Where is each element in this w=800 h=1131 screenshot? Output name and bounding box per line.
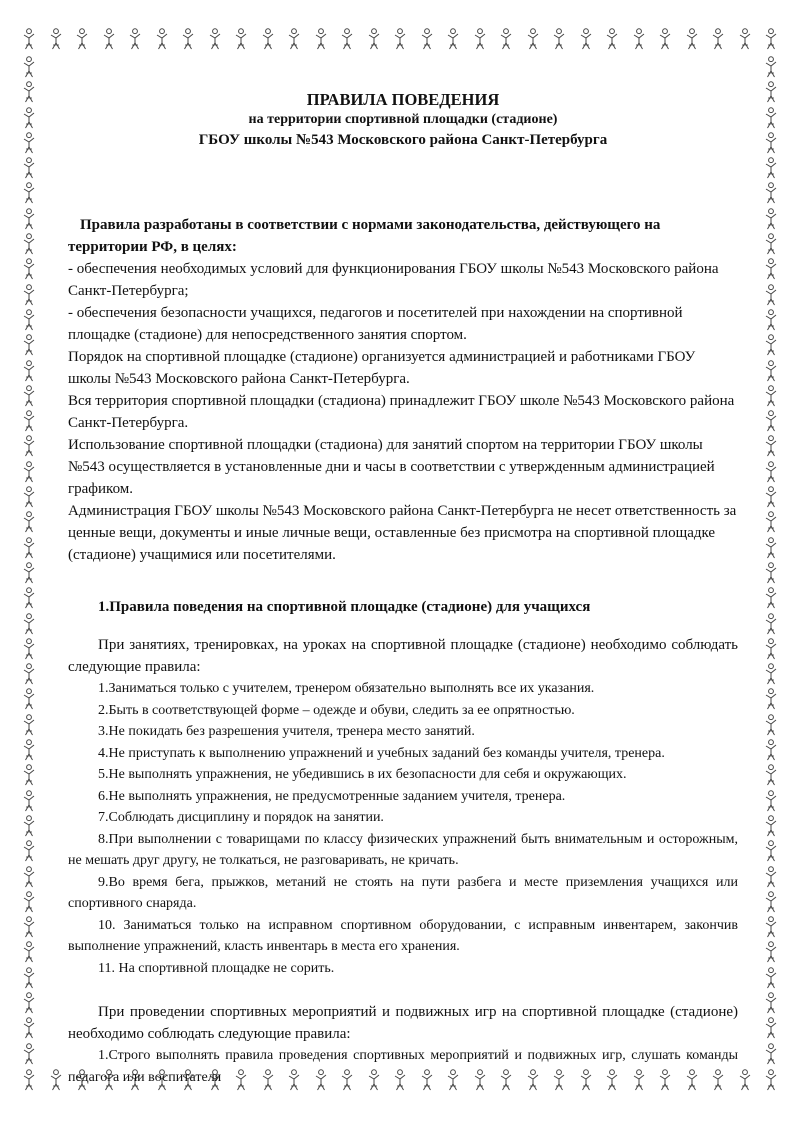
figure-border-icon xyxy=(128,28,142,50)
rule-item: 1.Заниматься только с учителем, тренером обязательно выполнять все их указания. xyxy=(98,681,595,696)
figure-border-icon xyxy=(393,28,407,50)
figure-border-icon xyxy=(261,28,275,50)
rule-item: 1.Строго выполнять правила проведения спортивных мероприятий и подвижных игр, слушать команды педагога или воспитателя xyxy=(68,1048,738,1085)
figure-border-icon xyxy=(764,56,778,78)
figure-border-icon xyxy=(22,714,36,736)
figure-border-icon xyxy=(22,56,36,78)
rule-item: 2.Быть в соответствующей форме – одежде и обуви, следить за ее опрятностью. xyxy=(98,702,575,718)
figure-border-icon xyxy=(22,360,36,382)
figure-border-icon xyxy=(764,840,778,862)
figure-border-icon xyxy=(764,663,778,685)
figure-border-icon xyxy=(22,1069,36,1091)
figure-border-icon xyxy=(340,28,354,50)
figure-border-icon xyxy=(658,28,672,50)
rule-item: 11. На спортивной площадке не сорить. xyxy=(98,960,335,976)
figure-border-icon xyxy=(22,208,36,230)
figure-border-icon xyxy=(22,562,36,584)
figure-border-icon xyxy=(208,28,222,50)
figure-border-icon xyxy=(764,1017,778,1039)
figure-border-icon xyxy=(22,511,36,533)
figure-border-icon xyxy=(605,28,619,50)
intro-lead: Правила разработаны в соответствии с нормами законодательства, действующего на территории РФ, в целях: xyxy=(68,217,661,255)
figure-border-icon xyxy=(764,157,778,179)
figure-border-icon xyxy=(22,891,36,913)
figure-border-icon xyxy=(102,28,116,50)
figure-border-icon xyxy=(367,28,381,50)
document-page xyxy=(68,60,738,1085)
figure-border-icon xyxy=(632,28,646,50)
figure-border-icon xyxy=(764,537,778,559)
intro-paragraph: Использование спортивной площадки (стадиона) для занятий спортом на территории ГБОУ школы №543 осуществляется в установленные дни и часы в соответствии с утвержденным администрацией графиком. xyxy=(68,437,715,497)
page-border-right xyxy=(764,56,778,1065)
figure-border-icon xyxy=(764,815,778,837)
intro-paragraph: - обеспечения безопасности учащихся, педагогов и посетителей при нахождении на спортивной площадке (стадионе) для непосредственного занятия спортом. xyxy=(68,305,683,343)
figure-border-icon xyxy=(22,28,36,50)
figure-border-icon xyxy=(764,714,778,736)
figure-border-icon xyxy=(764,891,778,913)
figure-border-icon xyxy=(764,258,778,280)
figure-border-icon xyxy=(22,840,36,862)
figure-border-icon xyxy=(764,233,778,255)
figure-border-icon xyxy=(764,638,778,660)
figure-border-icon xyxy=(764,486,778,508)
figure-border-icon xyxy=(181,28,195,50)
figure-border-icon xyxy=(22,435,36,457)
figure-border-icon xyxy=(22,866,36,888)
figure-border-icon xyxy=(446,28,460,50)
figure-border-icon xyxy=(75,28,89,50)
figure-border-icon xyxy=(22,182,36,204)
figure-border-icon xyxy=(22,258,36,280)
rule-item: 4.Не приступать к выполнению упражнений и учебных заданий без команды учителя, тренера. xyxy=(98,745,665,761)
figure-border-icon xyxy=(22,107,36,129)
figure-border-icon xyxy=(738,28,752,50)
figure-border-icon xyxy=(764,182,778,204)
figure-border-icon xyxy=(155,28,169,50)
rule-item: 7.Соблюдать дисциплину и порядок на занятии. xyxy=(98,810,384,825)
figure-border-icon xyxy=(764,284,778,306)
document-subtitle: на территории спортивной площадки (стадионе) xyxy=(248,112,558,127)
figure-border-icon xyxy=(22,132,36,154)
figure-border-icon xyxy=(287,28,301,50)
figure-border-icon xyxy=(22,410,36,432)
figure-border-icon xyxy=(22,815,36,837)
figure-border-icon xyxy=(764,208,778,230)
figure-border-icon xyxy=(764,309,778,331)
intro-paragraph: Вся территория спортивной площадки (стадиона) принадлежит ГБОУ школе №543 Московского района Санкт-Петербурга. xyxy=(68,393,735,431)
figure-border-icon xyxy=(22,537,36,559)
figure-border-icon xyxy=(420,28,434,50)
figure-border-icon xyxy=(234,28,248,50)
rule-item: 5.Не выполнять упражнения, не убедившись в их безопасности для себя и окружающих. xyxy=(98,767,627,782)
figure-border-icon xyxy=(764,81,778,103)
figure-border-icon xyxy=(22,739,36,761)
figure-border-icon xyxy=(22,764,36,786)
figure-border-icon xyxy=(764,688,778,710)
figure-border-icon xyxy=(764,967,778,989)
figure-border-icon xyxy=(314,28,328,50)
figure-border-icon xyxy=(764,562,778,584)
figure-border-icon xyxy=(22,385,36,407)
figure-border-icon xyxy=(22,334,36,356)
figure-border-icon xyxy=(526,28,540,50)
section-1-title: 1.Правила поведения на спортивной площадке (стадионе) для учащихся xyxy=(98,599,591,615)
figure-border-icon xyxy=(764,410,778,432)
figure-border-icon xyxy=(552,28,566,50)
figure-border-icon xyxy=(764,941,778,963)
figure-border-icon xyxy=(764,132,778,154)
figure-border-icon xyxy=(49,28,63,50)
figure-border-icon xyxy=(711,28,725,50)
figure-border-icon xyxy=(22,916,36,938)
document-title: ПРАВИЛА ПОВЕДЕНИЯ xyxy=(306,90,500,109)
figure-border-icon xyxy=(764,360,778,382)
document-header xyxy=(68,90,738,150)
figure-border-icon xyxy=(22,309,36,331)
rule-item: 8.При выполнении с товарищами по классу физических упражнений быть внимательным и осторожным, не мешать друг другу, не толкаться, не разговаривать, не кричать. xyxy=(68,831,738,868)
figure-border-icon xyxy=(22,941,36,963)
figure-border-icon xyxy=(764,790,778,812)
figure-border-icon xyxy=(22,992,36,1014)
figure-border-icon xyxy=(764,613,778,635)
figure-border-icon xyxy=(22,587,36,609)
figure-border-icon xyxy=(764,587,778,609)
figure-border-icon xyxy=(764,435,778,457)
figure-border-icon xyxy=(22,967,36,989)
figure-border-icon xyxy=(22,1043,36,1065)
intro-paragraph: Администрация ГБОУ школы №543 Московского района Санкт-Петербурга не несет ответственность за ценные вещи, документы и иные личные вещи, оставленные без присмотра на спортивной площадке (стадионе) учащимися или посетителями. xyxy=(68,503,737,563)
figure-border-icon xyxy=(22,638,36,660)
intro-paragraph: Порядок на спортивной площадке (стадионе) организуется администрацией и работниками ГБОУ школы №543 Московского района Санкт-Петербурга. xyxy=(68,349,696,387)
figure-border-icon xyxy=(22,688,36,710)
figure-border-icon xyxy=(22,233,36,255)
figure-border-icon xyxy=(764,461,778,483)
figure-border-icon xyxy=(738,1069,752,1091)
figure-border-icon xyxy=(764,107,778,129)
figure-border-icon xyxy=(764,334,778,356)
rule-item: 6.Не выполнять упражнения, не предусмотренные заданием учителя, тренера. xyxy=(98,788,566,804)
figure-border-icon xyxy=(764,1069,778,1091)
figure-border-icon xyxy=(764,992,778,1014)
page-border-top xyxy=(22,28,778,50)
figure-border-icon xyxy=(49,1069,63,1091)
rule-item: 3.Не покидать без разрешения учителя, тренера место занятий. xyxy=(98,724,475,739)
figure-border-icon xyxy=(22,81,36,103)
figure-border-icon xyxy=(22,1017,36,1039)
figure-border-icon xyxy=(22,461,36,483)
figure-border-icon xyxy=(764,1043,778,1065)
figure-border-icon xyxy=(764,764,778,786)
figure-border-icon xyxy=(22,157,36,179)
figure-border-icon xyxy=(579,28,593,50)
school-name: ГБОУ школы №543 Московского района Санкт-Петербурга xyxy=(198,132,608,148)
figure-border-icon xyxy=(764,739,778,761)
figure-border-icon xyxy=(22,790,36,812)
figure-border-icon xyxy=(22,663,36,685)
intro-paragraph: - обеспечения необходимых условий для функционирования ГБОУ школы №543 Московского района Санкт-Петербурга; xyxy=(68,261,719,299)
figure-border-icon xyxy=(764,511,778,533)
section-2-lead: При проведении спортивных мероприятий и подвижных игр на спортивной площадке (стадионе) необходимо соблюдать следующие правила: xyxy=(68,1004,738,1042)
figure-border-icon xyxy=(764,916,778,938)
figure-border-icon xyxy=(499,28,513,50)
section-1-lead: При занятиях, тренировках, на уроках на спортивной площадке (стадионе) необходимо соблюдать следующие правила: xyxy=(68,637,738,675)
figure-border-icon xyxy=(22,613,36,635)
figure-border-icon xyxy=(764,385,778,407)
page-border-left xyxy=(22,56,36,1065)
figure-border-icon xyxy=(473,28,487,50)
figure-border-icon xyxy=(764,28,778,50)
figure-border-icon xyxy=(22,284,36,306)
figure-border-icon xyxy=(764,866,778,888)
rule-item: 10. Заниматься только на исправном спортивном оборудовании, с исправным инвентарем, закончив выполнение упражнений, класть инвентарь в места его хранения. xyxy=(68,917,738,954)
figure-border-icon xyxy=(22,486,36,508)
figure-border-icon xyxy=(685,28,699,50)
rule-item: 9.Во время бега, прыжков, метаний не стоять на пути разбега и месте приземления учащихся или спортивного снаряда. xyxy=(68,874,738,911)
